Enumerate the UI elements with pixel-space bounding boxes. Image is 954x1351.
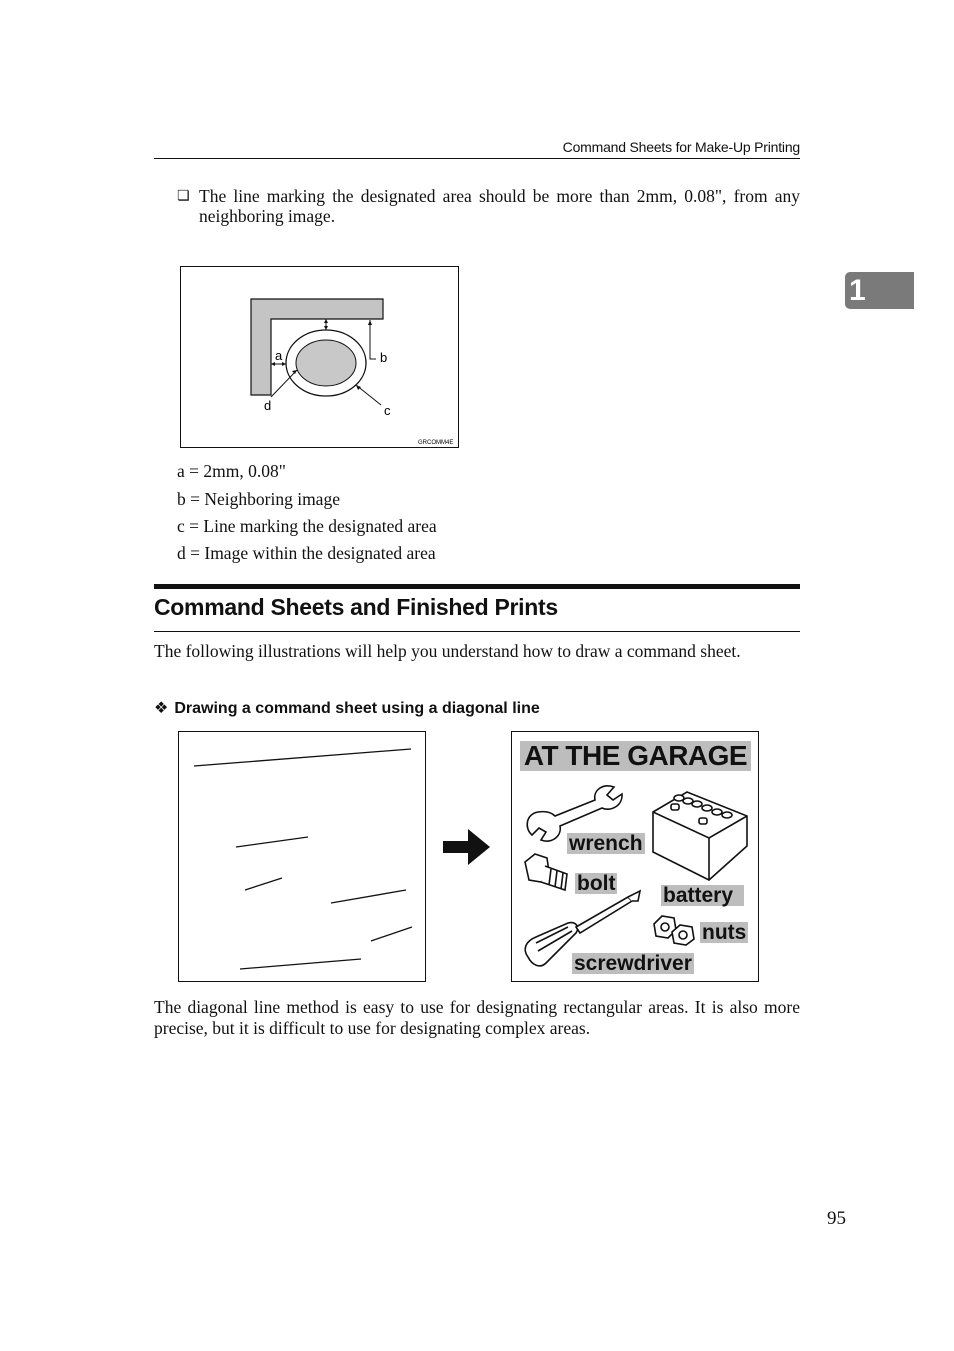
intro-paragraph: The following illustrations will help you understand how to draw a command sheet. xyxy=(154,641,741,661)
page-number: 95 xyxy=(827,1208,846,1229)
section-title: Command Sheets and Finished Prints xyxy=(154,594,558,620)
label-d: d xyxy=(264,398,272,413)
subheading xyxy=(154,698,540,718)
designated-image-ellipse xyxy=(296,340,356,386)
label-a: a xyxy=(275,348,283,363)
designated-area-diagram xyxy=(181,267,458,447)
chapter-tab: 1 xyxy=(845,272,914,309)
diagonal-lines-drawing xyxy=(179,732,425,981)
subheading-text: Drawing a command sheet using a diagonal line xyxy=(174,700,540,717)
legend-item: a = 2mm, 0.08" xyxy=(177,461,286,481)
running-header: Command Sheets for Make-Up Printing xyxy=(562,139,800,155)
nuts-icon xyxy=(650,912,700,947)
label-b: b xyxy=(380,350,388,365)
section-bar xyxy=(154,584,800,589)
note-item xyxy=(177,186,800,226)
closing-paragraph: The diagonal line method is easy to use for designating rectangular areas. It is also more precise, but it is difficult to use for designating complex areas. xyxy=(154,997,800,1038)
label-c: c xyxy=(384,403,391,418)
bolt-label: bolt xyxy=(577,872,616,895)
battery-label: battery xyxy=(661,885,744,906)
note-text: The line marking the designated area should be more than 2mm, 0.08", from any neighboring image. xyxy=(199,186,800,226)
diamond-bullet-icon: ❖ xyxy=(154,698,169,717)
checkbox-bullet-icon: ❏ xyxy=(177,188,190,204)
finished-print-figure xyxy=(511,731,759,982)
designated-area-figure xyxy=(180,266,459,448)
nuts-label: nuts xyxy=(702,921,747,944)
legend-item: d = Image within the designated area xyxy=(177,543,436,563)
battery-icon xyxy=(647,784,751,884)
garage-title: AT THE GARAGE xyxy=(520,741,751,771)
header-rule xyxy=(154,158,800,159)
screwdriver-label: screwdriver xyxy=(574,952,692,975)
wrench-label: wrench xyxy=(569,832,643,855)
legend-item: b = Neighboring image xyxy=(177,489,340,509)
right-arrow-icon xyxy=(440,826,492,868)
figure-code: GRCOMM4E xyxy=(418,440,454,446)
command-sheet-figure xyxy=(178,731,426,982)
section-rule xyxy=(154,631,800,632)
legend-item: c = Line marking the designated area xyxy=(177,516,437,536)
